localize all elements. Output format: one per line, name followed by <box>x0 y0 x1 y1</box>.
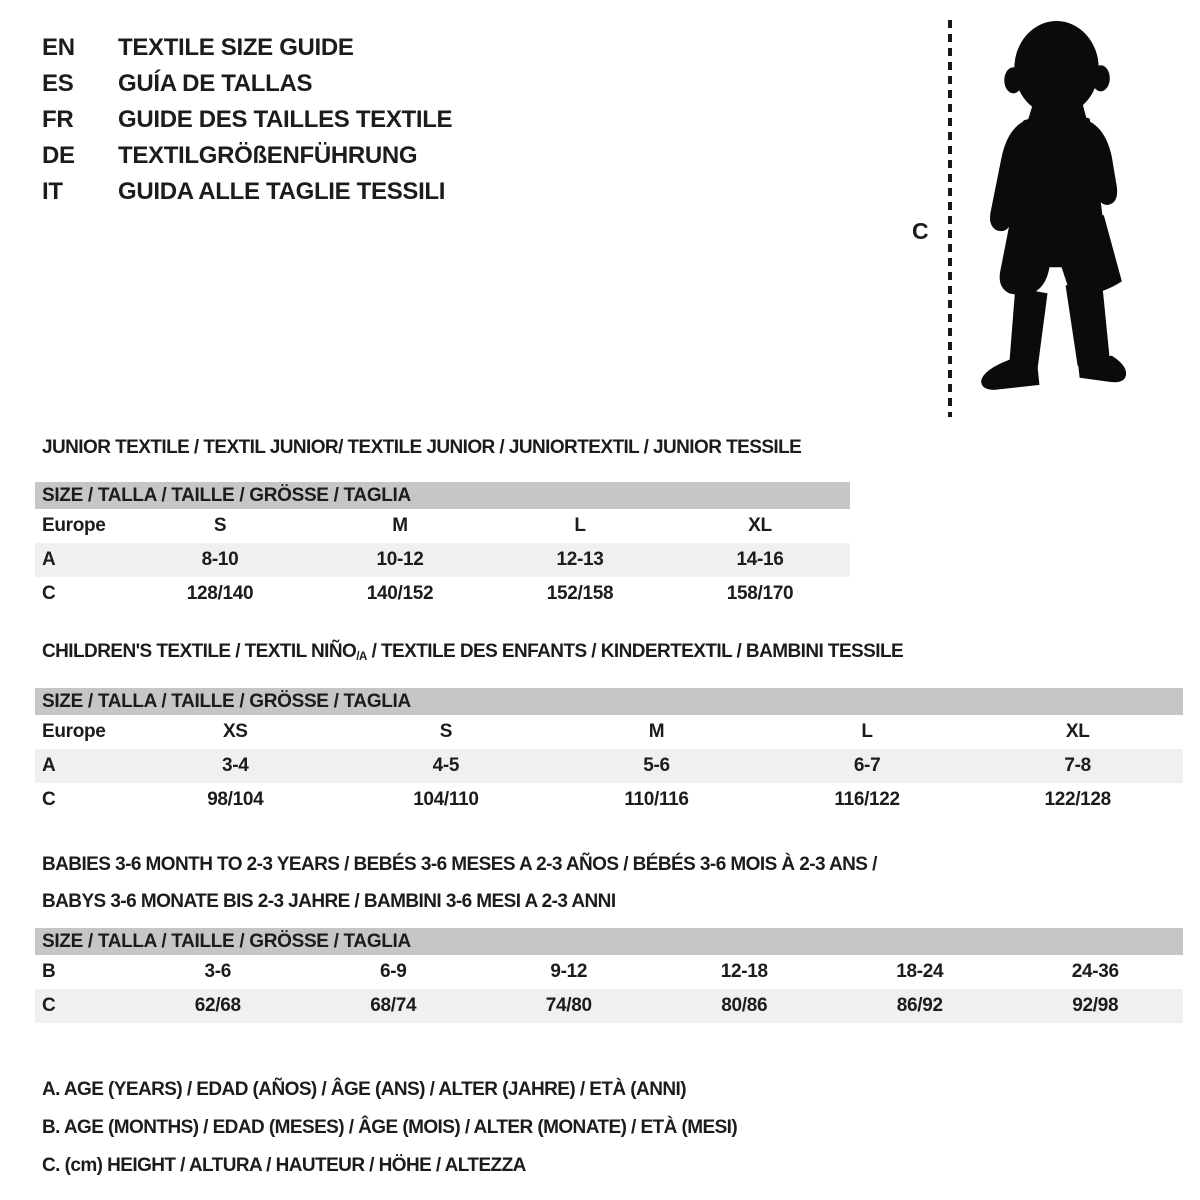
language-code: ES <box>42 70 74 97</box>
size-cell: 92/98 <box>1008 989 1184 1023</box>
table-row <box>35 783 1183 817</box>
size-cell: 140/152 <box>366 583 434 604</box>
size-header-band: SIZE / TALLA / TAILLE / GRÖSSE / TAGLIA <box>35 928 1183 955</box>
junior-table-title: JUNIOR TEXTILE / TEXTIL JUNIOR/ TEXTILE JUNIOR / JUNIORTEXTIL / JUNIOR TESSILE <box>42 437 802 458</box>
row-label: Europe <box>42 515 106 536</box>
size-header-band: SIZE / TALLA / TAILLE / GRÖSSE / TAGLIA <box>35 688 1183 715</box>
size-cell: 104/110 <box>413 789 479 810</box>
legend-line-b: B. AGE (MONTHS) / EDAD (MESES) / ÂGE (MOIS) / ALTER (MONATE) / ETÀ (MESI) <box>42 1117 738 1138</box>
size-cell: 80/86 <box>657 989 833 1023</box>
size-cell: S <box>213 515 227 536</box>
language-header <box>42 30 452 210</box>
size-cell: 3-4 <box>130 749 341 783</box>
size-cell: L <box>574 515 586 536</box>
children-size-table <box>35 688 1183 817</box>
language-title: GUIDA ALLE TAGLIE TESSILI <box>118 178 446 205</box>
size-cell: 3-6 <box>204 961 231 982</box>
size-cell: 8-10 <box>130 543 310 577</box>
size-cell: 24-36 <box>1071 961 1119 982</box>
language-title: TEXTILE SIZE GUIDE <box>118 34 354 61</box>
row-label: A <box>35 543 130 577</box>
language-title: GUIDE DES TAILLES TEXTILE <box>118 106 453 133</box>
size-cell: 158/170 <box>726 583 794 604</box>
language-code: EN <box>42 34 75 61</box>
size-cell: 5-6 <box>551 749 762 783</box>
size-cell: 86/92 <box>832 989 1008 1023</box>
size-cell: L <box>861 721 873 742</box>
height-measure-line <box>948 20 952 417</box>
language-code: IT <box>42 178 63 205</box>
row-label: A <box>35 749 130 783</box>
size-cell: 128/140 <box>186 583 254 604</box>
language-row <box>42 66 452 102</box>
legend-line-a: A. AGE (YEARS) / EDAD (AÑOS) / ÂGE (ANS) / ALTER (JAHRE) / ETÀ (ANNI) <box>42 1079 686 1100</box>
row-label: C <box>42 583 56 604</box>
table-row <box>35 955 1183 989</box>
language-row <box>42 174 452 210</box>
size-cell: 98/104 <box>207 789 264 810</box>
table-row <box>35 577 850 611</box>
language-row <box>42 30 452 66</box>
size-cell: 4-5 <box>341 749 552 783</box>
size-cell: 116/122 <box>834 789 900 810</box>
size-cell: XL <box>748 515 772 536</box>
size-cell: 10-12 <box>310 543 490 577</box>
size-cell: 18-24 <box>896 961 944 982</box>
size-cell: 6-7 <box>762 749 973 783</box>
size-cell: 110/116 <box>624 789 689 810</box>
language-row <box>42 102 452 138</box>
table-row <box>35 989 1183 1023</box>
size-cell: 152/158 <box>546 583 614 604</box>
size-cell: 12-18 <box>720 961 768 982</box>
size-cell: 14-16 <box>670 543 850 577</box>
table-row <box>35 543 850 577</box>
size-cell: 6-9 <box>379 961 407 982</box>
language-title: GUÍA DE TALLAS <box>118 70 313 97</box>
junior-size-table <box>35 482 850 611</box>
babies-table-title <box>42 846 877 920</box>
children-table-title <box>42 641 903 663</box>
table-row <box>35 509 850 543</box>
babies-title-line2: BABYS 3-6 MONATE BIS 2-3 JAHRE / BAMBINI 3-6 MESI A 2-3 ANNI <box>42 891 616 912</box>
size-cell: 62/68 <box>130 989 306 1023</box>
language-title: TEXTILGRÖßENFÜHRUNG <box>118 142 418 169</box>
row-label: B <box>42 961 56 982</box>
row-label: C <box>35 989 130 1023</box>
size-cell: 7-8 <box>972 749 1183 783</box>
language-code: FR <box>42 106 74 133</box>
language-code: DE <box>42 142 75 169</box>
size-cell: 9-12 <box>550 961 588 982</box>
size-header-band: SIZE / TALLA / TAILLE / GRÖSSE / TAGLIA <box>35 482 850 509</box>
size-cell: 122/128 <box>1044 789 1111 810</box>
size-cell: 68/74 <box>306 989 482 1023</box>
size-cell: XL <box>1065 721 1090 742</box>
babies-size-table <box>35 928 1183 1023</box>
size-cell: 12-13 <box>490 543 670 577</box>
children-title-prefix: CHILDREN'S TEXTILE / TEXTIL NIÑO <box>42 641 357 662</box>
size-cell: S <box>439 721 453 742</box>
row-label: C <box>42 789 56 810</box>
height-measure-label: C <box>912 218 929 244</box>
table-row <box>35 749 1183 783</box>
legend <box>42 1071 737 1185</box>
size-cell: XS <box>222 721 248 742</box>
toddler-silhouette-icon <box>962 16 1140 418</box>
children-title-suffix: / TEXTILE DES ENFANTS / KINDERTEXTIL / BAMBINI TESSILE <box>366 641 904 662</box>
size-cell: M <box>392 515 408 536</box>
children-title-subscript: /A <box>356 649 367 663</box>
size-cell: M <box>648 721 665 742</box>
legend-line-c: C. (cm) HEIGHT / ALTURA / HAUTEUR / HÖHE / ALTEZZA <box>42 1155 526 1176</box>
language-row <box>42 138 452 174</box>
size-cell: 74/80 <box>481 989 657 1023</box>
babies-title-line1: BABIES 3-6 MONTH TO 2-3 YEARS / BEBÉS 3-6 MESES A 2-3 AÑOS / BÉBÉS 3-6 MOIS À 2-3 ANS / <box>42 854 877 875</box>
row-label: Europe <box>42 721 106 742</box>
table-row <box>35 715 1183 749</box>
